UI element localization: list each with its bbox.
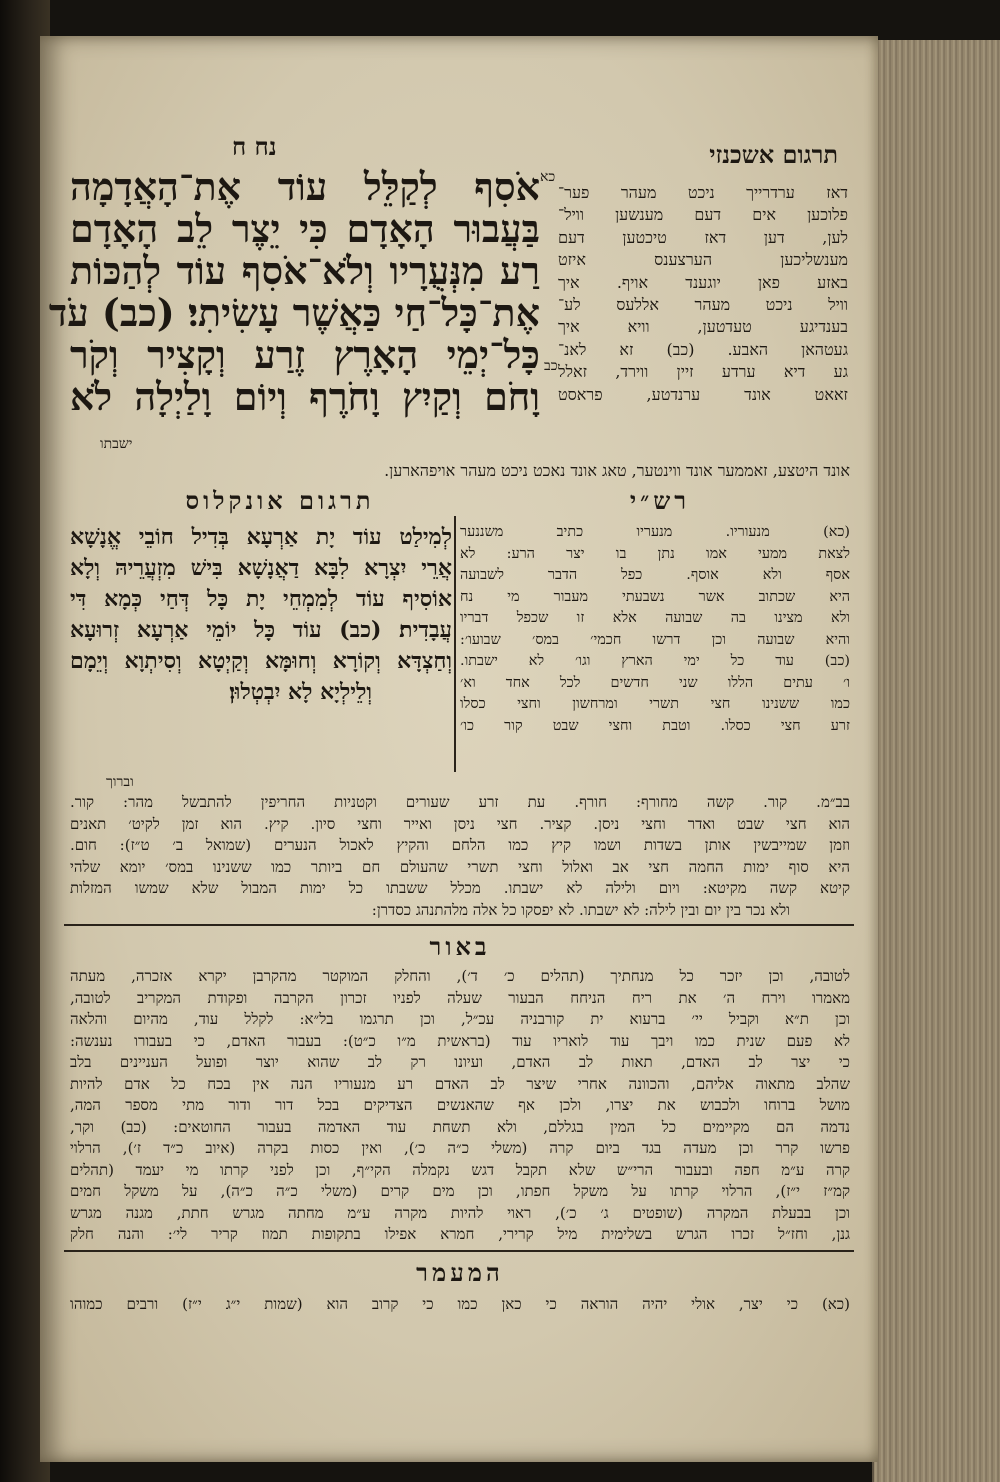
onkelos-line: אוֹסִיף עוֹד לְמִמְחֵי יָת כָּל דְּחַי כְּמָא דִּי xyxy=(70,586,452,612)
rashi-line: ולא מצינו בה שבועה אלא זו שכפל דבריו xyxy=(460,610,850,626)
onkelos-line: עֲבָדִית׃ (כב) עוֹד כָּל יוֹמֵי אַרְעָא זְרוּעָא xyxy=(70,617,452,643)
verse-marker: כא xyxy=(540,169,556,185)
biur-line: נדמה הם מקיימים כל המין בגללם, ולא תשחת עוד האדמה בעבור החוטאים: (כב) וקר, xyxy=(70,1117,850,1136)
translation-line: גע דיא ערדע זיין ווירד, זאלל xyxy=(558,362,848,382)
translation-wide-line: אונד היטצע, זאממער אונד ווינטער, טאג אונד נאכט ניכט מעהר אויפהארען. xyxy=(384,461,850,480)
section-rule xyxy=(64,1250,854,1252)
rashi-catchword: וברוך xyxy=(106,774,134,790)
onkelos-line: אֲרֵי יִצְרָא לִבָּא דַאֲנָשָׁא בִּישׁ מִזְעֲרֵיהּ וְלָא xyxy=(70,555,452,581)
biur-line: לא פעם שנית כמו ויבך עוד לואריו עוד (בראשית מ״ו כ״ט): בעבור האדם, כי בעבורו נענשה: xyxy=(70,1031,850,1050)
hameamer-line: (כא) כי יצר, אולי יהיה הוראה כי כאן כמו כי קרוב הוא (שמות י״ג י״ז) ורבים כמוהו xyxy=(70,1295,850,1313)
biur-line: פרשו קרר וכן מעדה בגד ביום קרה (משלי כ״ה כ׳), ואין כסות בקרה (איוב כ״ד ז׳), הרלוי xyxy=(70,1139,850,1157)
translation-line: דאז ערדרייך ניכט מעהר פער־ xyxy=(558,183,848,202)
biur-line: גנן, וחז״ל זכרו הגרש בשלימית מיל קרירי, חמרא אפילו בתקופות תמוז קריר לי׳: והנה חלק xyxy=(70,1225,850,1243)
hameamer-title: המעמר xyxy=(416,1258,504,1287)
translation-line: באזע פאן יוגענד אויף. איך xyxy=(558,272,848,292)
verse-line: בַּעֲבוּר הָאָדָם כִּי יֵצֶר לֵב הָאָדָם xyxy=(70,206,540,251)
rashi-wide-line: היא סוף ימות החמה חצי אב ואלול וחצי תשרי שהעולם חם ביותר כמו ששנינו במס׳ יומא שלהי xyxy=(70,857,850,876)
verse-catchword: ישבתו xyxy=(100,436,133,452)
verse-line: אֹסִף לְקַלֵּל עוֹד אֶת־הָאֲדָמָה xyxy=(70,164,540,209)
rashi-line: ו׳ עתים הללו שני חדשים לכל אחד וא׳ xyxy=(460,674,850,691)
rashi-wide-line: ולא נכר בין יום ובין לילה: לא ישבתו. לא יפסקו כל אלה מלהתנהג כסדרן: xyxy=(371,900,790,919)
rashi-line: היא שכתוב אשר נשבעתי מעבור מי נח xyxy=(460,588,850,605)
biur-title: באור xyxy=(429,932,491,961)
rashi-line: כמו ששנינו חצי תשרי ומרחשון וחצי כסלו xyxy=(460,696,850,712)
translation-line: געטהאן האבע. (כב) זא לאנ־ xyxy=(558,339,848,359)
onkelos-line: וְלֵילְיָא לָא יִבְטְלוּן׃ xyxy=(229,679,372,705)
book-page-edges xyxy=(872,40,1000,1482)
rashi-line: והיא שבועה וכן דרשו חכמי׳ במס׳ שבועו׳: xyxy=(460,631,850,648)
translation-header: תרגום אשכנזי xyxy=(709,140,838,169)
onkelos-line: וְחַצְדָּא וְקוֹרָא וְחוּמָּא וְקַיְטָא וְסִיתְוָא וְיֵמָם xyxy=(70,648,452,674)
rashi-line: אסף ולא אוסף. כפל הדבר לשבועה xyxy=(460,567,850,583)
verse-marker: כב xyxy=(544,358,558,374)
verse-line: אֶת־כָּל־חַי כַּאֲשֶׁר עָשִׂיתִי׃ (כב) עֹד xyxy=(48,290,540,335)
column-divider xyxy=(454,516,456,772)
rashi-line: (כא) מנעוריו. מנעריו כתיב משננער xyxy=(460,524,850,540)
rashi-wide-line: בב״מ. קור. קשה מחורף: חורף. עת זרע שעורים וקטניות החריפין להתבשל מהר: קור. xyxy=(70,793,850,811)
rashi-continuation xyxy=(70,792,850,921)
biur-line: מושל ברוחו ולכבוש את יצרו, ולכן אף שהאנשים הצדיקים בכל דור ודור מתי מספר המה, xyxy=(70,1096,850,1114)
rashi-line: (כב) עוד כל ימי הארץ וגו׳ לא ישבתו. xyxy=(460,653,850,669)
section-rule xyxy=(64,924,854,926)
book-page xyxy=(40,36,878,1462)
verse-line: וָחֹם וְקַיִץ וָחֹרֶף וְיוֹם וָלַיְלָה לֹא xyxy=(70,374,540,419)
translation-line: מענשליכען הערצענס איזט xyxy=(558,250,848,270)
biur-line: שהלב מתאוה אליהם, והכוונה אחרי שיצר לב האדם רע מנעוריו הנה אין בכח כל אדם להיות xyxy=(70,1074,850,1093)
rashi-wide-line: הוא חצי שבט ואדר וחצי ניסן. קציר. חצי ניסן ואייר וחצי סיון. קיץ. הוא זמן לקיט׳ תאנים xyxy=(70,814,850,833)
onkelos-line: לְמִילַט עוֹד יָת אַרְעָא בְּדִיל חוֹבֵי אֱנָשָׁא xyxy=(70,524,452,550)
biur-line: קרה ע״מ חפה ובעבור הרי״ש שלא תקבל דגש נקמלה הקי״ף, וכן לפני קרתו מי יעמד (תהלים xyxy=(70,1160,850,1179)
rashi-wide-line: קיטא קשה מקיטא: ויום ולילה לא ישבתו. מכלל ששבתו כל ימות המבול שלא שמשו המזלות xyxy=(70,879,850,897)
biur-line: מאמרו וירח ה׳ את ריח הניחח הבעור שעלה לפניו זכרון הקרבה ופקודת המקריב לטובה, xyxy=(70,988,850,1007)
rashi-title: רש״י xyxy=(629,486,691,515)
rashi-wide-line: וזמן שמייבשין אותן בשדות ושמו קיץ כמו הלחם והקיץ לאכול הנערים (שמואל ב׳ ט״ז): חום. xyxy=(70,836,850,854)
verse-line: רַע מִנְּעֻרָיו וְלֹא־אֹסִף עוֹד לְהַכּוֹת xyxy=(70,248,540,293)
translation-column xyxy=(558,182,848,406)
biur-line: וכן ת״א וקביל יי׳ ברעוא ית קורבניה עכ״ל, וכן תרגמו בל״א: לקלל עוד, מהיום והלאה xyxy=(70,1010,850,1028)
biur-line: כי יצר לב האדם, תאות לב האדם, ועיונו רק לב שהוא יוצר ופועל העניינים בלב xyxy=(70,1053,850,1071)
onkelos-text xyxy=(70,522,452,708)
translation-line: בענדיגע טעדטען, וויא איך xyxy=(558,317,848,337)
biur-text xyxy=(70,966,850,1246)
translation-line: לען, דען דאז טיכטען דעם xyxy=(558,227,848,247)
parashah-header: נח ח xyxy=(232,132,277,161)
rashi-line: זרע חצי כסלו. וטבת וחצי שבט קור כו׳ xyxy=(460,717,850,734)
hameamer-text xyxy=(70,1294,850,1316)
translation-line: זאאט אונד ערנדטע, פראסט xyxy=(558,384,848,404)
rashi-line: לצאת ממעי אמו נתן בו יצר הרע: לא xyxy=(460,545,850,562)
biur-line: קמ״ז י״ז), הרלוי קרתו על משקל חפתו, וכן מים קרים (משלי כ״ה כ״ה), על משקל חמים xyxy=(70,1182,850,1200)
translation-line: וויל ניכט מעהר אללעס לע־ xyxy=(558,295,848,315)
biur-line: וכן בבעלת המקרה (שופטים ג׳ כ׳), ראוי להיות מקרה ע״מ מחתה מגרש חתת, מגנה מגרש xyxy=(70,1203,850,1222)
verse-line: כָּל־יְמֵי הָאָרֶץ זֶרַע וְקָצִיר וְקֹר xyxy=(70,332,540,377)
onkelos-title: תרגום אונקלוס xyxy=(185,486,375,515)
translation-line: פלוכען אים דעם מענשען וויל־ xyxy=(558,205,848,225)
verse-text xyxy=(48,164,540,419)
biur-line: לטובה, וכן יזכר כל מנחתיך (תהלים כ׳ ד׳), והחלק המוקטר מהקרבן יקרא אזכרה, מעתה xyxy=(70,967,850,985)
rashi-column xyxy=(460,522,850,737)
